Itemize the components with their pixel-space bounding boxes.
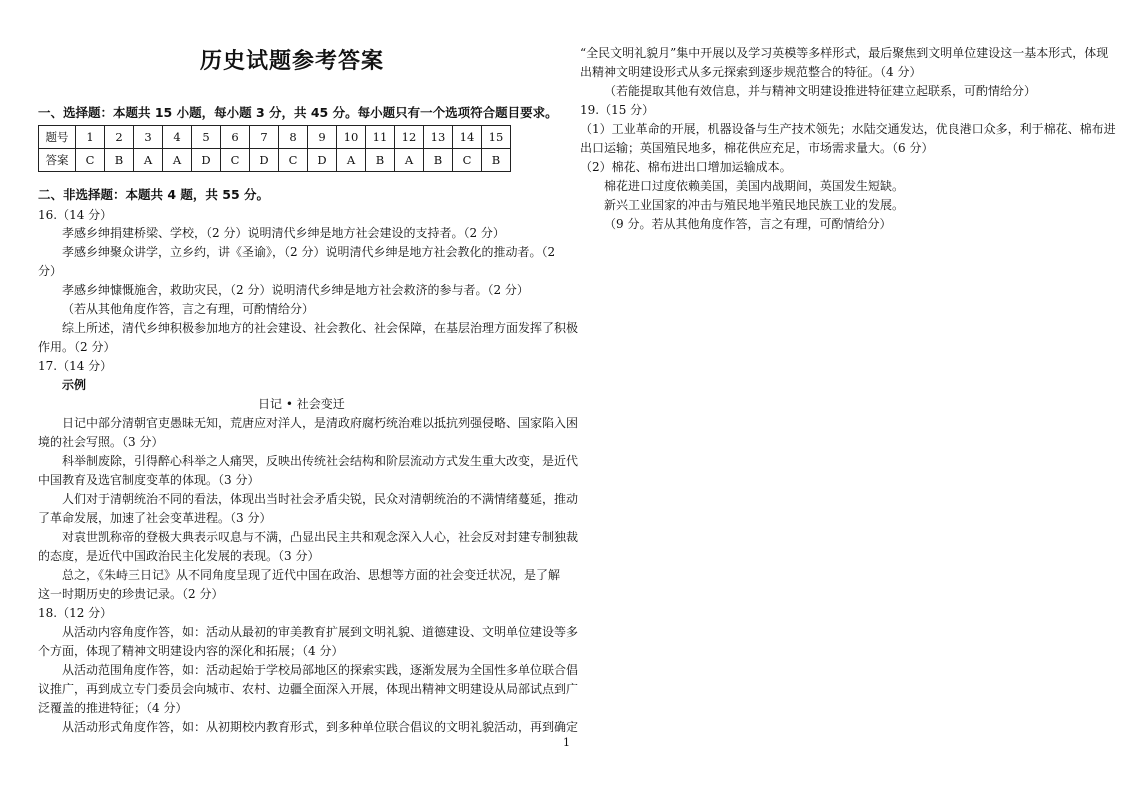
q17-line: 日记中部分清朝官吏愚昧无知，荒唐应对洋人，是清政府腐朽统治难以抵抗列强侵略、国家陷入困 — [62, 416, 579, 430]
table-cell: 15 — [482, 126, 511, 149]
row-label-answer: 答案 — [39, 149, 76, 172]
table-cell: D — [192, 149, 221, 172]
table-cell: D — [250, 149, 279, 172]
table-row-answers — [39, 149, 511, 172]
table-cell: C — [279, 149, 308, 172]
table-cell: B — [366, 149, 395, 172]
q17-line: 这一时期历史的珍贵记录。（2 分） — [38, 587, 224, 601]
q19-line: （2）棉花、棉布进出口增加运输成本。 — [580, 160, 792, 174]
q16-line: 孝感乡绅聚众讲学，立乡约，讲《圣谕》，（2 分）说明清代乡绅是地方社会教化的推动者。（2 — [62, 245, 556, 259]
q18-line: 个方面，体现了精神文明建设内容的深化和拓展；（4 分） — [38, 644, 344, 658]
q17-line: 了革命发展，加速了社会变革进程。（3 分） — [38, 511, 272, 525]
page-title: 历史试题参考答案 — [200, 49, 385, 74]
q17-line: 的态度，是近代中国政治民主化发展的表现。（3 分） — [38, 549, 320, 563]
table-cell: 4 — [163, 126, 192, 149]
table-cell: 1 — [76, 126, 105, 149]
section1-heading: 一、选择题：本题共 15 小题，每小题 3 分，共 45 分。每小题只有一个选项符合题目要求。 — [38, 105, 558, 120]
q17-line: 总之，《朱峙三日记》从不同角度呈现了近代中国在政治、思想等方面的社会变迁状况，是了解 — [62, 568, 561, 582]
q16-line: 综上所述，清代乡绅积极参加地方的社会建设、社会教化、社会保障，在基层治理方面发挥了积极 — [62, 321, 579, 335]
table-cell: B — [482, 149, 511, 172]
table-cell: 2 — [105, 126, 134, 149]
table-cell: 3 — [134, 126, 163, 149]
q16-heading: 16.（14 分） — [38, 208, 113, 222]
q16-note: （若从其他角度作答，言之有理，可酌情给分） — [62, 302, 315, 316]
table-cell: A — [395, 149, 424, 172]
answer-table — [38, 125, 511, 172]
table-cell: B — [105, 149, 134, 172]
table-cell: A — [134, 149, 163, 172]
table-cell: 6 — [221, 126, 250, 149]
q16-line: 孝感乡绅捐建桥梁、学校，（2 分）说明清代乡绅是地方社会建设的支持者。（2 分） — [62, 226, 505, 240]
q19-heading: 19.（15 分） — [580, 103, 655, 117]
table-cell: 12 — [395, 126, 424, 149]
q17-subtitle: 日记 • 社会变迁 — [258, 397, 345, 411]
table-cell: 10 — [337, 126, 366, 149]
q17-line: 人们对于清朝统治不同的看法，体现出当时社会矛盾尖锐，民众对清朝统治的不满情绪蔓延，推动 — [62, 492, 579, 506]
table-cell: A — [163, 149, 192, 172]
table-cell: 8 — [279, 126, 308, 149]
q16-line: 孝感乡绅慷慨施舍，救助灾民，（2 分）说明清代乡绅是地方社会救济的参与者。（2 分） — [62, 283, 529, 297]
table-cell: B — [424, 149, 453, 172]
q17-line: 境的社会写照。（3 分） — [38, 435, 164, 449]
table-cell: 7 — [250, 126, 279, 149]
q18-line: 泛覆盖的推进特征；（4 分） — [38, 701, 188, 715]
q19-note: （9 分。若从其他角度作答，言之有理，可酌情给分） — [604, 217, 892, 231]
row-label-number: 题号 — [39, 126, 76, 149]
q19-line: 棉花进口过度依赖美国，美国内战期间，英国发生短缺。 — [604, 179, 905, 193]
table-row-numbers — [39, 126, 511, 149]
q19-line: （1）工业革命的开展，机器设备与生产技术领先；水陆交通发达，优良港口众多，利于棉花、棉布进 — [580, 122, 1116, 136]
table-cell: 9 — [308, 126, 337, 149]
q16-line: 作用。（2 分） — [38, 340, 116, 354]
q18-line: “全民文明礼貌月”集中开展以及学习英模等多样形式，最后聚焦到文明单位建设这一基本形式，体现 — [580, 46, 1109, 60]
q18-line: 从活动范围角度作答，如：活动起始于学校局部地区的探索实践，逐渐发展为全国性多单位联合倡 — [62, 663, 579, 677]
q18-note: （若能提取其他有效信息，并与精神文明建设推进特征建立起联系，可酌情给分） — [604, 84, 1037, 98]
q19-line: 新兴工业国家的冲击与殖民地半殖民地民族工业的发展。 — [604, 198, 905, 212]
q18-line: 从活动形式角度作答，如：从初期校内教育形式，到多种单位联合倡议的文明礼貌活动，再到确定 — [62, 720, 579, 734]
table-cell: 11 — [366, 126, 395, 149]
page-number: 1 — [563, 736, 570, 749]
q17-line: 科举制废除，引得醉心科举之人痛哭，反映出传统社会结构和阶层流动方式发生重大改变，是近代 — [62, 454, 579, 468]
q17-line: 中国教育及选官制度变革的体现。（3 分） — [38, 473, 260, 487]
q18-line: 从活动内容角度作答，如：活动从最初的审美教育扩展到文明礼貌、道德建设、文明单位建设等多 — [62, 625, 579, 639]
table-cell: 5 — [192, 126, 221, 149]
q17-line: 对袁世凯称帝的登极大典表示叹息与不满，凸显出民主共和观念深入人心，社会反对封建专制独裁 — [62, 530, 579, 544]
q17-example-label: 示例 — [62, 378, 87, 392]
section2-heading: 二、非选择题：本题共 4 题，共 55 分。 — [38, 187, 270, 202]
q19-line: 出口运输；英国殖民地多，棉花供应充足，市场需求量大。（6 分） — [580, 141, 934, 155]
table-cell: D — [308, 149, 337, 172]
q18-line: 议推广，再到成立专门委员会向城市、农村、边疆全面深入开展，体现出精神文明建设从局部试点到广 — [38, 682, 579, 696]
table-cell: C — [221, 149, 250, 172]
table-cell: A — [337, 149, 366, 172]
q17-heading: 17.（14 分） — [38, 359, 113, 373]
q18-line: 出精神文明建设形式从多元探索到逐步规范整合的特征。（4 分） — [580, 65, 922, 79]
table-cell: C — [453, 149, 482, 172]
table-cell: 14 — [453, 126, 482, 149]
q16-line: 分） — [38, 264, 63, 278]
table-cell: C — [76, 149, 105, 172]
q18-heading: 18.（12 分） — [38, 606, 113, 620]
table-cell: 13 — [424, 126, 453, 149]
